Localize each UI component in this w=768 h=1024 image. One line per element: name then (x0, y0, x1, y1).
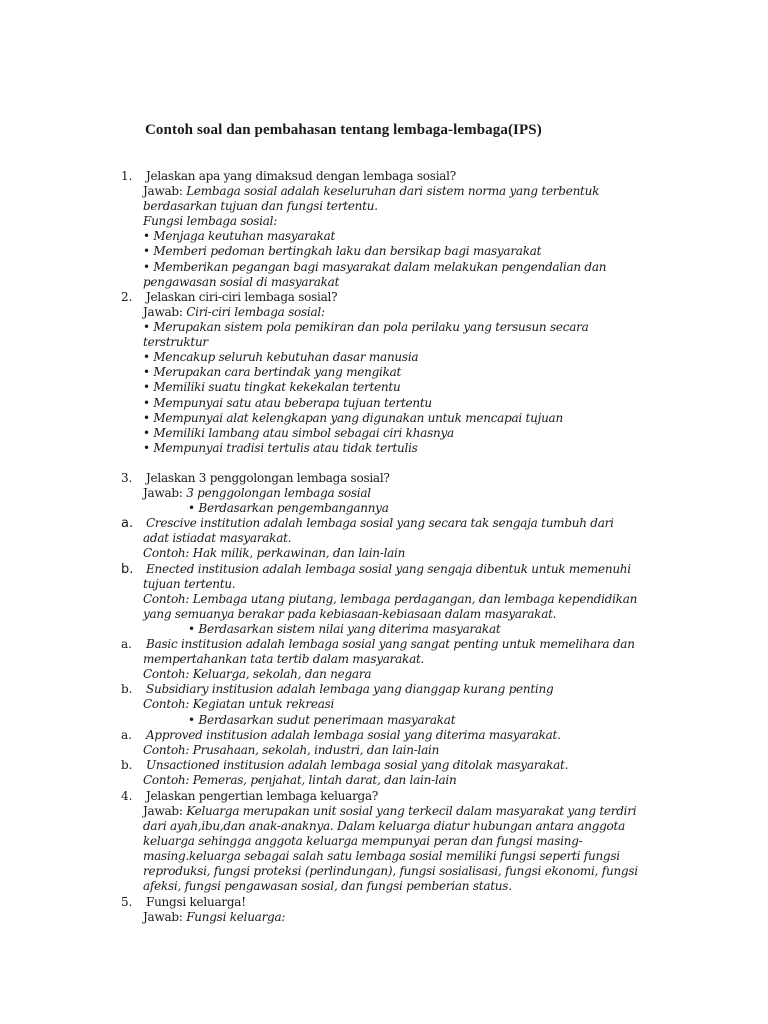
q5-question: Fungsi keluarga! (146, 895, 246, 909)
jawab-label: Jawab: (143, 910, 183, 924)
q3-number: 3. (121, 471, 133, 485)
q3-g1b-example (143, 592, 637, 607)
q3-g1a-line-2: adat istiadat masyarakat. (143, 531, 292, 545)
q1-number: 1. (121, 169, 133, 183)
q3-g2b-example: Contoh: Kegiatan untuk rekreasi (143, 697, 335, 711)
q4-answer-line-2: dari ayah,ibu,dan anak-anaknya. Dalam keluarga diatur hubungan antara anggota (143, 819, 626, 833)
q4-answer-line-3: keluarga sehingga anggota keluarga mempunyai peran dan fungsi masing- (143, 834, 583, 848)
q1-bullet-3: • Memberikan pegangan bagi masyarakat dalam melakukan pengendalian dan (143, 260, 607, 274)
q4-question: Jelaskan pengertian lembaga keluarga? (146, 789, 379, 803)
q2-question: Jelaskan ciri-ciri lembaga sosial? (146, 290, 338, 304)
q3-g2a-line-2: mempertahankan tata tertib dalam masyarakat. (143, 652, 425, 666)
q3-group-1: • Berdasarkan pengembangannya (188, 501, 389, 515)
q5-number: 5. (121, 895, 133, 909)
document-title: Contoh soal dan pembahasan tentang lembaga-lembaga(IPS) (145, 122, 542, 138)
q3-g3b-letter: b. (121, 758, 133, 772)
contoh-label: Contoh: (143, 592, 190, 606)
q4-answer-line-5: reproduksi, fungsi proteksi (perlindungan), fungsi sosialisasi, fungsi ekonomi, fungsi (143, 864, 638, 878)
q4-answer-text: Keluarga merupakan unit sosial yang terkecil dalam masyarakat yang terdiri (186, 804, 637, 818)
jawab-label: Jawab: (143, 486, 183, 500)
jawab-label: Jawab: (143, 305, 183, 319)
q3-g1b-example-cont: yang semuanya berakar pada kebiasaan-kebiasaan dalam masyarakat. (143, 607, 557, 621)
q3-g1a-example-text: Hak milik, perkawinan, dan lain-lain (192, 546, 406, 560)
q2-number: 2. (121, 290, 133, 304)
q2-bullet-1-cont: terstruktur (143, 335, 208, 349)
q3-g2a-line-1: Basic institusion adalah lembaga sosial yang sangat penting untuk memelihara dan (146, 637, 635, 651)
q3-g1b-line-2: tujuan tertentu. (143, 577, 236, 591)
q2-answer-text: Ciri-ciri lembaga sosial: (186, 305, 325, 319)
q2-bullet-3: • Merupakan cara bertindak yang mengikat (143, 365, 402, 379)
q1-bullet-3-cont: pengawasan sosial di masyarakat (143, 275, 340, 289)
q3-g2a-letter: a. (121, 637, 132, 651)
q5-answer-text: Fungsi keluarga: (186, 910, 286, 924)
q2-bullet-5: • Mempunyai satu atau beberapa tujuan tertentu (143, 396, 432, 410)
q3-answer-line (143, 486, 371, 501)
q3-g3a-example: Contoh: Prusahaan, sekolah, industri, dan lain-lain (143, 743, 440, 757)
q3-g1b-line-1: Enected institusion adalah lembaga sosial yang sengaja dibentuk untuk memenuhi (146, 562, 631, 576)
q3-g1a-letter: a. (121, 516, 134, 531)
q3-group-2: • Berdasarkan sistem nilai yang diterima masyarakat (188, 622, 501, 636)
q1-question: Jelaskan apa yang dimaksud dengan lembaga sosial? (146, 169, 456, 183)
q3-g3b-line-1: Unsactioned institusion adalah lembaga sosial yang ditolak masyarakat. (146, 758, 569, 772)
q4-answer-line-6: afeksi, fungsi pengawasan sosial, dan fungsi pemberian status. (143, 879, 512, 893)
q3-answer-text: 3 penggolongan lembaga sosial (186, 486, 371, 500)
q4-number: 4. (121, 789, 133, 803)
q3-group-3: • Berdasarkan sudut penerimaan masyarakat (188, 713, 456, 727)
q1-fungsi-heading: Fungsi lembaga sosial: (143, 214, 277, 228)
q3-g2b-letter: b. (121, 682, 133, 696)
q4-answer-line-4: masing.keluarga sebagai salah satu lembaga sosial memiliki fungsi seperti fungsi (143, 849, 620, 863)
q3-g1a-example (143, 546, 405, 561)
q2-bullet-8: • Mempunyai tradisi tertulis atau tidak tertulis (143, 441, 418, 455)
q1-bullet-2: • Memberi pedoman bertingkah laku dan bersikap bagi masyarakat (143, 244, 542, 258)
q1-answer-line-1 (143, 184, 599, 199)
q3-g1a-line-1: Crescive institution adalah lembaga sosial yang secara tak sengaja tumbuh dari (146, 516, 614, 530)
q2-bullet-1: • Merupakan sistem pola pemikiran dan pola perilaku yang tersusun secara (143, 320, 589, 334)
q3-question: Jelaskan 3 penggolongan lembaga sosial? (146, 471, 390, 485)
q3-g1b-example-text: Lembaga utang piutang, lembaga perdagangan, dan lembaga kependidikan (192, 592, 638, 606)
q5-answer-line (143, 910, 285, 925)
q3-g3b-example: Contoh: Pemeras, penjahat, lintah darat, dan lain-lain (143, 773, 457, 787)
jawab-label: Jawab: (143, 184, 183, 198)
q1-answer-line-2: berdasarkan tujuan dan fungsi tertentu. (143, 199, 378, 213)
q2-answer-line (143, 305, 325, 320)
q3-g1b-letter: b. (121, 562, 134, 577)
q1-answer-text: Lembaga sosial adalah keseluruhan dari sistem norma yang terbentuk (186, 184, 600, 198)
q2-bullet-4: • Memiliki suatu tingkat kekekalan tertentu (143, 380, 401, 394)
contoh-label: Contoh: (143, 546, 190, 560)
q4-answer-line-1 (143, 804, 636, 819)
q3-g2b-line-1: Subsidiary institusion adalah lembaga yang dianggap kurang penting (146, 682, 554, 696)
q3-g2a-example: Contoh: Keluarga, sekolah, dan negara (143, 667, 372, 681)
jawab-label: Jawab: (143, 804, 183, 818)
q1-bullet-1: • Menjaga keutuhan masyarakat (143, 229, 336, 243)
q2-bullet-2: • Mencakup seluruh kebutuhan dasar manusia (143, 350, 419, 364)
q3-g3a-letter: a. (121, 728, 132, 742)
q3-g3a-line-1: Approved institusion adalah lembaga sosial yang diterima masyarakat. (146, 728, 561, 742)
q2-bullet-7: • Memiliki lambang atau simbol sebagai ciri khasnya (143, 426, 454, 440)
q2-bullet-6: • Mempunyai alat kelengkapan yang digunakan untuk mencapai tujuan (143, 411, 563, 425)
